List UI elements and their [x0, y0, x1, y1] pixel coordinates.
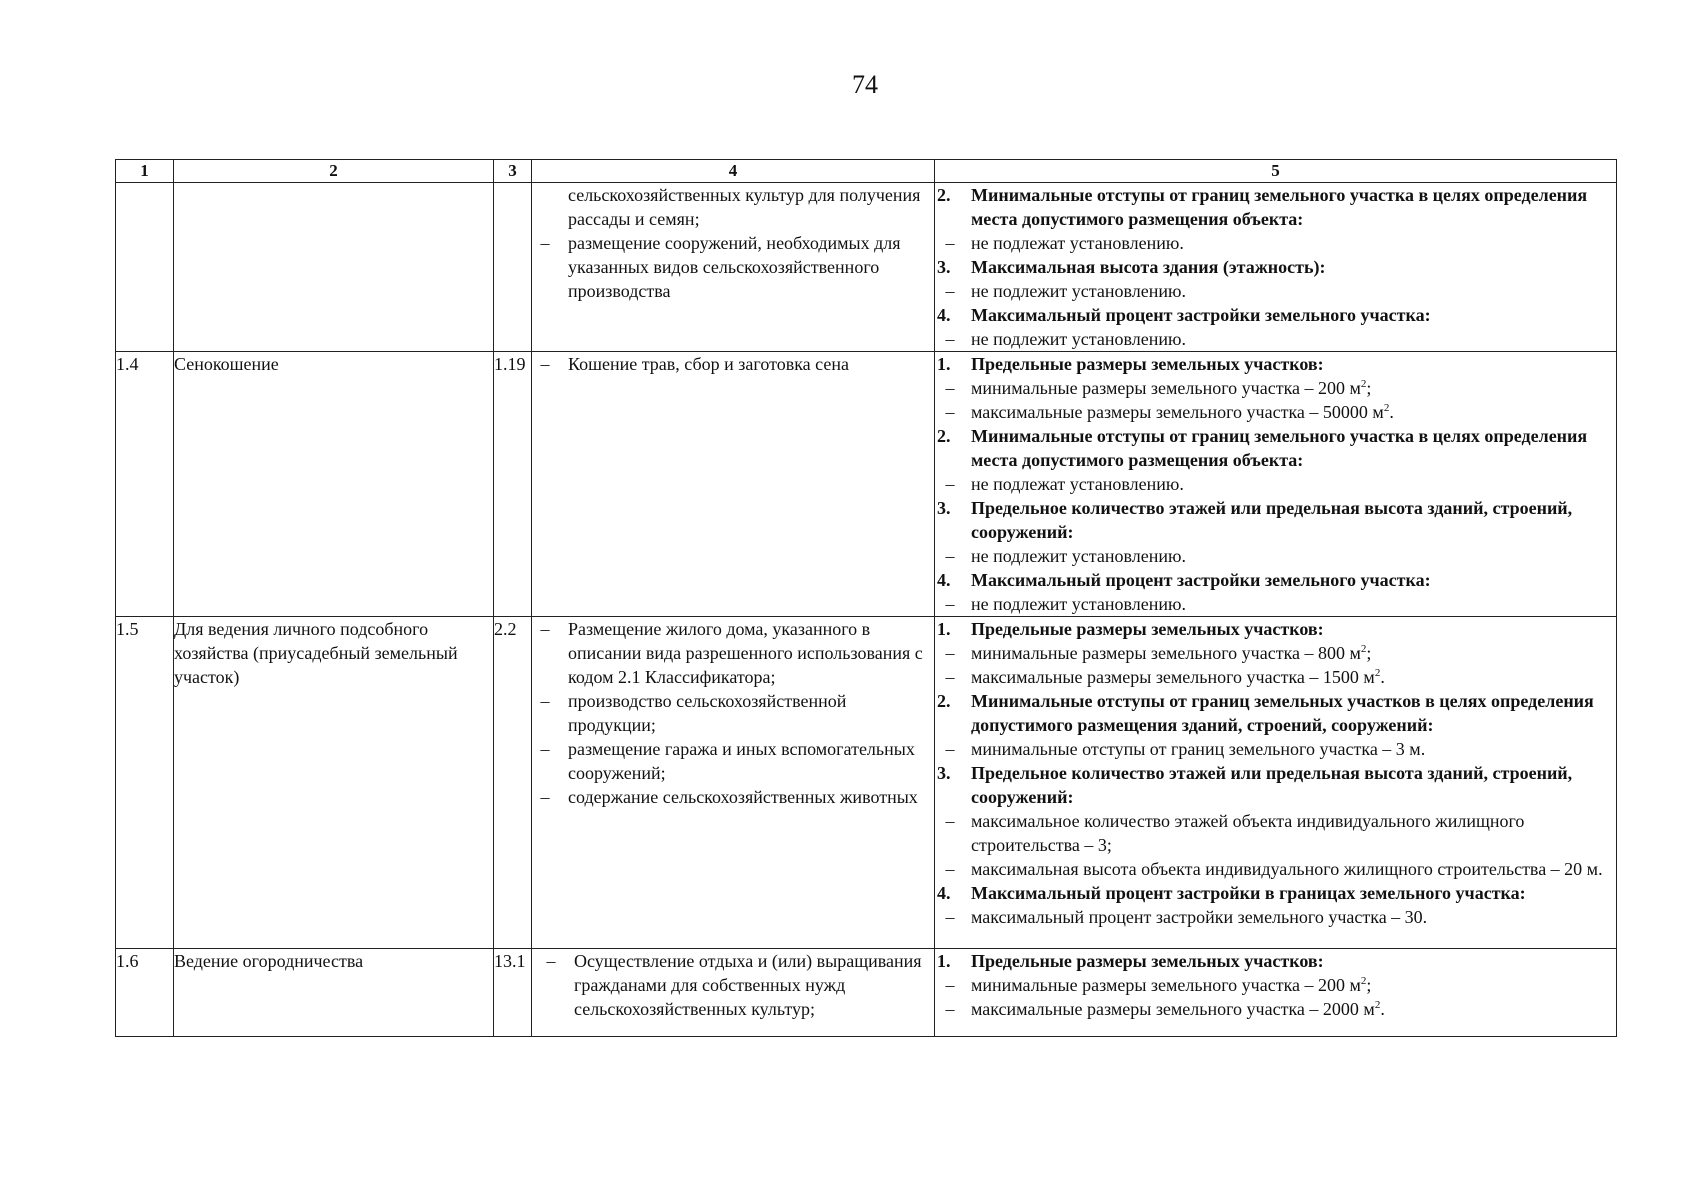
parameter-text: максимальные размеры земельного участка – 1500 м	[971, 667, 1375, 687]
dash-marker: –	[945, 402, 955, 422]
parameters-cell	[935, 617, 1617, 949]
punctuation: ;	[1366, 975, 1372, 995]
parameter-text: Минимальные отступы от границ земельного участка в целях определения места допустимого размещения объекта:	[971, 185, 1588, 229]
number-marker: 2.	[937, 426, 951, 446]
number-marker: 4.	[937, 883, 951, 903]
parameter-text: максимальная высота объекта индивидуального жилищного строительства – 20 м.	[971, 859, 1603, 879]
table-header-row	[116, 160, 1617, 183]
permitted-use-name: Для ведения личного подсобного хозяйства (приусадебный земельный участок)	[174, 619, 458, 687]
dash-marker: –	[945, 739, 955, 759]
parameter-item	[935, 905, 1616, 929]
description-text: содержание сельскохозяйственных животных	[568, 787, 918, 807]
classifier-code-cell	[494, 617, 532, 949]
dash-marker: –	[945, 999, 955, 1019]
parameter-heading	[935, 255, 1616, 279]
parameters-cell	[935, 352, 1617, 617]
use-description-cell	[532, 949, 935, 1037]
description-item	[532, 183, 934, 231]
permitted-use-name-cell	[174, 617, 494, 949]
dash-marker: –	[540, 739, 550, 759]
parameter-text: не подлежит установлению.	[971, 281, 1186, 301]
column-header-5: 5	[935, 160, 1617, 183]
parameter-item	[935, 231, 1616, 255]
permitted-use-name: Ведение огородничества	[174, 951, 364, 971]
superscript: 2	[1360, 975, 1367, 987]
parameter-item	[935, 376, 1616, 400]
description-text: Размещение жилого дома, указанного в описании вида разрешенного использования с кодом 2.1 Классификатора;	[568, 619, 923, 687]
parameter-item	[935, 544, 1616, 568]
number-marker: 4.	[937, 305, 951, 325]
parameter-text: не подлежит установлению.	[971, 329, 1186, 349]
permitted-use-name-cell	[174, 949, 494, 1037]
superscript: 2	[1374, 999, 1381, 1011]
parameter-item	[935, 809, 1616, 857]
superscript: 2	[1360, 643, 1367, 655]
table-row	[116, 617, 1617, 949]
parameter-heading	[935, 949, 1616, 973]
table-row	[116, 949, 1617, 1037]
dash-marker: –	[546, 951, 556, 971]
classifier-code-cell	[494, 352, 532, 617]
parameter-text: минимальные размеры земельного участка – 800 м	[971, 643, 1361, 663]
parameter-text: Минимальные отступы от границ земельных участков в целях определения допустимого размещения зданий, строений, сооружений:	[971, 691, 1594, 735]
parameter-text: не подлежат установлению.	[971, 233, 1184, 253]
number-marker: 1.	[937, 354, 951, 374]
parameter-item	[935, 279, 1616, 303]
parameter-text: максимальное количество этажей объекта индивидуального жилищного строительства – 3;	[971, 811, 1525, 855]
dash-marker: –	[945, 329, 955, 349]
table-row	[116, 183, 1617, 352]
parameter-text: минимальные размеры земельного участка – 200 м	[971, 975, 1361, 995]
parameter-heading	[935, 424, 1616, 472]
description-text: размещение гаража и иных вспомогательных сооружений;	[568, 739, 915, 783]
number-marker: 4.	[937, 570, 951, 590]
number-marker: 3.	[937, 763, 951, 783]
superscript: 2	[1374, 667, 1381, 679]
parameter-text: Минимальные отступы от границ земельного участка в целях определения места допустимого размещения объекта:	[971, 426, 1588, 470]
description-item	[532, 352, 934, 376]
parameter-item	[935, 592, 1616, 616]
parameter-text: не подлежит установлению.	[971, 546, 1186, 566]
description-text: производство сельскохозяйственной продукции;	[568, 691, 847, 735]
punctuation: ;	[1366, 378, 1372, 398]
parameter-item	[935, 327, 1616, 351]
dash-marker: –	[945, 546, 955, 566]
permitted-use-name: Сенокошение	[174, 354, 279, 374]
parameter-item	[935, 641, 1616, 665]
row-code: 1.5	[116, 619, 139, 639]
parameter-text: Максимальная высота здания (этажность):	[971, 257, 1326, 277]
parameter-heading	[935, 352, 1616, 376]
dash-marker: –	[945, 378, 955, 398]
parameter-text: Максимальный процент застройки земельного участка:	[971, 570, 1431, 590]
row-code-cell	[116, 183, 174, 352]
dash-marker: –	[540, 787, 550, 807]
description-item	[532, 785, 934, 809]
superscript: 2	[1360, 378, 1367, 390]
column-header-2: 2	[174, 160, 494, 183]
number-marker: 2.	[937, 691, 951, 711]
zoning-regulations-table	[115, 159, 1617, 1037]
dash-marker: –	[945, 975, 955, 995]
parameter-item	[935, 665, 1616, 689]
description-text: Кошение трав, сбор и заготовка сена	[568, 354, 849, 374]
use-description-cell	[532, 617, 935, 949]
parameter-text: минимальные размеры земельного участка – 200 м	[971, 378, 1361, 398]
dash-marker: –	[945, 907, 955, 927]
description-text: размещение сооружений, необходимых для указанных видов сельскохозяйственного производства	[568, 233, 901, 301]
parameter-heading	[935, 881, 1616, 905]
number-marker: 1.	[937, 619, 951, 639]
parameter-text: Предельные размеры земельных участков:	[971, 951, 1324, 971]
parameter-text: максимальный процент застройки земельного участка – 30.	[971, 907, 1428, 927]
classifier-code-cell	[494, 949, 532, 1037]
dash-marker: –	[945, 643, 955, 663]
parameters-cell	[935, 949, 1617, 1037]
dash-marker: –	[945, 667, 955, 687]
parameter-text: максимальные размеры земельного участка – 50000 м	[971, 402, 1384, 422]
dash-marker: –	[945, 233, 955, 253]
parameter-text: Предельные размеры земельных участков:	[971, 354, 1324, 374]
parameter-heading	[935, 183, 1616, 231]
description-text: Осуществление отдыха и (или) выращивания гражданами для собственных нужд сельскохозяйственных культур;	[574, 951, 922, 1019]
description-item	[532, 737, 934, 785]
column-header-4: 4	[532, 160, 935, 183]
row-code-cell	[116, 352, 174, 617]
parameter-text: Предельные размеры земельных участков:	[971, 619, 1324, 639]
classifier-code: 1.19	[494, 354, 526, 374]
parameter-item	[935, 857, 1616, 881]
dash-marker: –	[945, 281, 955, 301]
description-text: сельскохозяйственных культур для получения рассады и семян;	[568, 185, 921, 229]
punctuation: .	[1380, 999, 1385, 1019]
parameters-cell	[935, 183, 1617, 352]
row-code: 1.6	[116, 951, 139, 971]
permitted-use-name-cell	[174, 352, 494, 617]
dash-marker: –	[945, 811, 955, 831]
parameter-item	[935, 400, 1616, 424]
parameter-text: Максимальный процент застройки в границах земельного участка:	[971, 883, 1526, 903]
number-marker: 3.	[937, 498, 951, 518]
parameter-text: не подлежит установлению.	[971, 594, 1186, 614]
row-code: 1.4	[116, 354, 139, 374]
description-item	[532, 949, 934, 1021]
punctuation: .	[1380, 667, 1385, 687]
description-item	[532, 231, 934, 303]
classifier-code: 13.1	[494, 951, 526, 971]
parameter-text: Предельное количество этажей или предельная высота зданий, строений, сооружений:	[971, 498, 1573, 542]
number-marker: 2.	[937, 185, 951, 205]
dash-marker: –	[540, 619, 550, 639]
description-item	[532, 617, 934, 689]
parameter-text: не подлежат установлению.	[971, 474, 1184, 494]
description-item	[532, 689, 934, 737]
permitted-use-name-cell	[174, 183, 494, 352]
parameter-item	[935, 472, 1616, 496]
parameter-item	[935, 737, 1616, 761]
dash-marker: –	[540, 354, 550, 374]
number-marker: 3.	[937, 257, 951, 277]
superscript: 2	[1383, 402, 1390, 414]
parameter-text: минимальные отступы от границ земельного участка – 3 м.	[971, 739, 1426, 759]
table-row	[116, 352, 1617, 617]
parameter-heading	[935, 303, 1616, 327]
parameter-text: максимальные размеры земельного участка – 2000 м	[971, 999, 1375, 1019]
dash-marker: –	[540, 233, 550, 253]
column-header-1: 1	[116, 160, 174, 183]
dash-marker: –	[945, 859, 955, 879]
parameter-item	[935, 973, 1616, 997]
parameter-text: Максимальный процент застройки земельного участка:	[971, 305, 1431, 325]
page-number: 74	[852, 70, 878, 99]
parameter-text: Предельное количество этажей или предельная высота зданий, строений, сооружений:	[971, 763, 1573, 807]
column-header-3: 3	[494, 160, 532, 183]
parameter-item	[935, 997, 1616, 1021]
classifier-code-cell	[494, 183, 532, 352]
row-code-cell	[116, 617, 174, 949]
parameter-heading	[935, 568, 1616, 592]
punctuation: ;	[1366, 643, 1372, 663]
parameter-heading	[935, 617, 1616, 641]
number-marker: 1.	[937, 951, 951, 971]
use-description-cell	[532, 183, 935, 352]
punctuation: .	[1389, 402, 1394, 422]
classifier-code: 2.2	[494, 619, 517, 639]
parameter-heading	[935, 496, 1616, 544]
use-description-cell	[532, 352, 935, 617]
dash-marker: –	[540, 691, 550, 711]
row-code-cell	[116, 949, 174, 1037]
dash-marker: –	[945, 474, 955, 494]
parameter-heading	[935, 689, 1616, 737]
dash-marker: –	[945, 594, 955, 614]
parameter-heading	[935, 761, 1616, 809]
